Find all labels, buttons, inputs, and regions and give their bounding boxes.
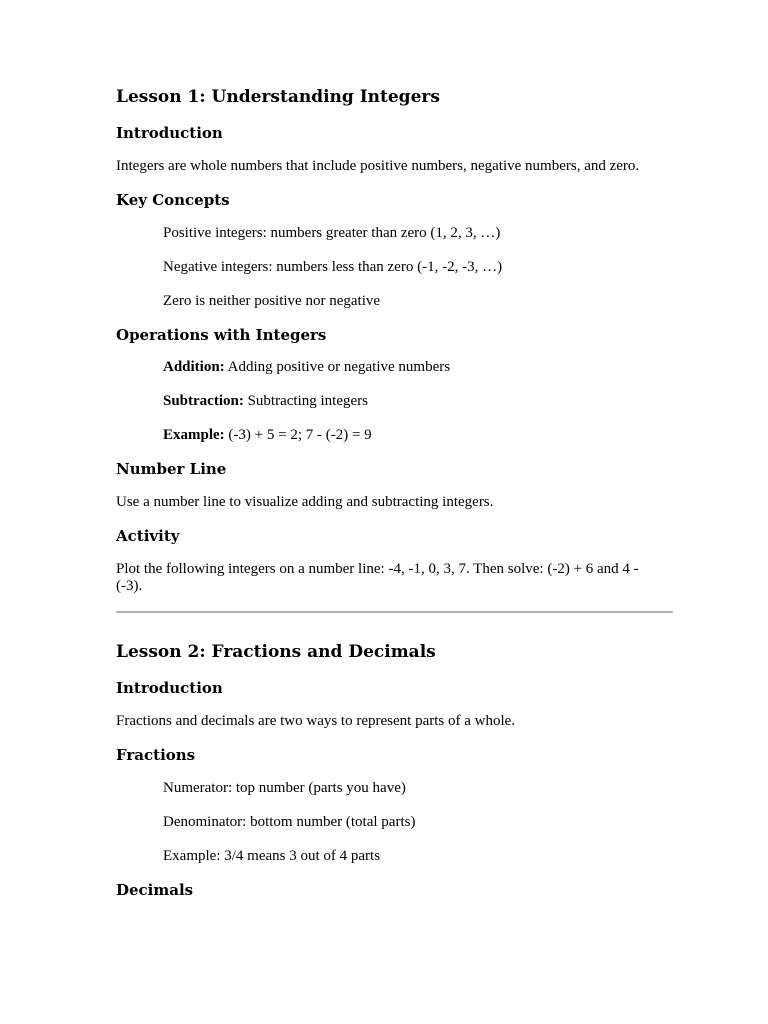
document-page	[116, 86, 673, 900]
operation-text: Subtracting integers	[243, 393, 368, 409]
lesson2-intro-text: Fractions and decimals are two ways to represent parts of a whole.	[116, 713, 516, 729]
lesson1-ops-heading: Operations with Integers	[116, 326, 327, 344]
key-concept-item: Positive integers: numbers greater than zero (1, 2, 3, …)	[163, 225, 501, 241]
fraction-item: Denominator: bottom number (total parts)	[163, 814, 416, 830]
fraction-item: Example: 3/4 means 3 out of 4 parts	[163, 848, 381, 864]
lesson1-activity-text: Plot the following integers on a number line: -4, -1, 0, 3, 7. Then solve: (-2) + 6 and 4 - (-3).	[116, 561, 639, 594]
lesson1-activity-heading: Activity	[116, 527, 180, 545]
key-concept-item: Negative integers: numbers less than zero (-1, -2, -3, …)	[163, 259, 503, 275]
lesson1-numline-heading: Number Line	[116, 460, 227, 478]
operation-item	[116, 393, 673, 410]
operation-text: Adding positive or negative numbers	[224, 359, 451, 375]
operation-item	[116, 359, 673, 376]
lesson1-intro-heading: Introduction	[116, 124, 223, 142]
lesson1-numline-text: Use a number line to visualize adding and subtracting integers.	[116, 494, 494, 510]
operation-item	[116, 427, 673, 444]
lesson2-intro-heading: Introduction	[116, 679, 223, 697]
operation-label: Subtraction:	[163, 393, 244, 409]
key-concept-item: Zero is neither positive nor negative	[163, 293, 381, 309]
lesson2-title: Lesson 2: Fractions and Decimals	[116, 642, 436, 662]
lesson2-fractions-heading: Fractions	[116, 746, 196, 764]
operation-text: (-3) + 5 = 2; 7 - (-2) = 9	[224, 427, 372, 443]
fraction-item: Numerator: top number (parts you have)	[163, 780, 406, 796]
operation-label: Example:	[163, 427, 225, 443]
lesson2-decimals-heading: Decimals	[116, 881, 194, 899]
lesson1-intro-text: Integers are whole numbers that include positive numbers, negative numbers, and zero.	[116, 158, 640, 174]
operation-label: Addition:	[163, 359, 225, 375]
lesson1-key-heading: Key Concepts	[116, 191, 230, 209]
lesson1-title: Lesson 1: Understanding Integers	[116, 87, 440, 107]
